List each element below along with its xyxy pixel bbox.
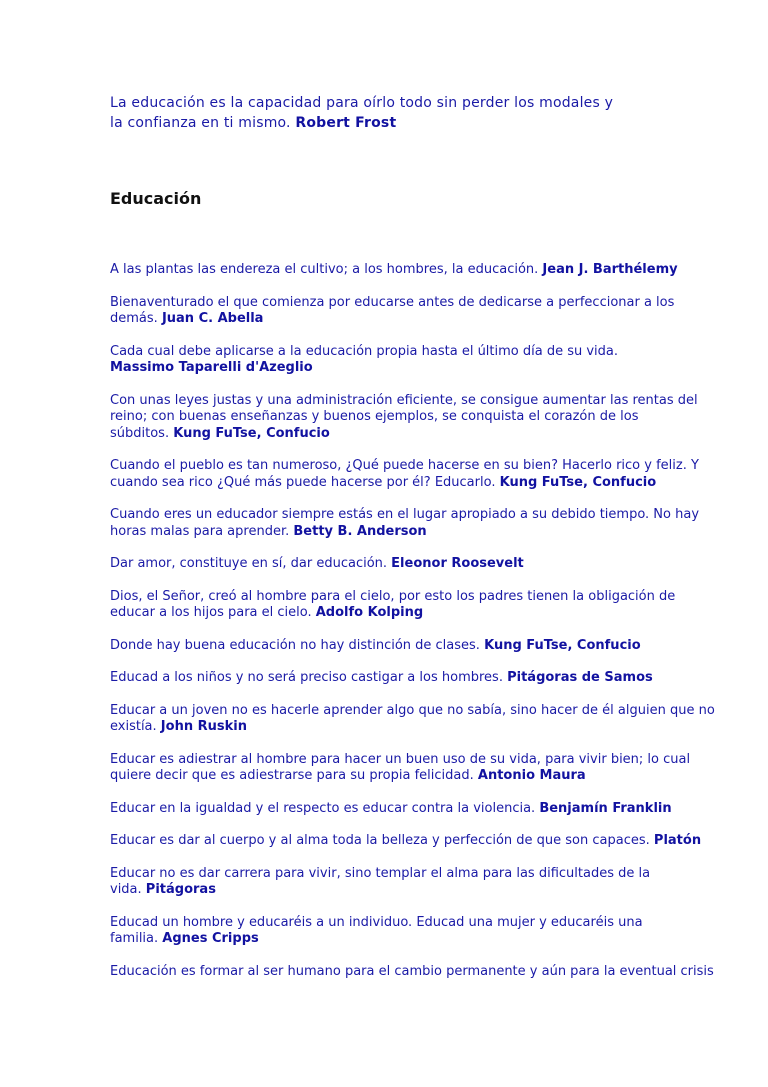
quote-author: Platón [653, 833, 702, 848]
quote-item [110, 833, 718, 850]
quote-author: Massimo Taparelli d'Azeglio [110, 360, 313, 375]
quote-text-line: Educar en la igualdad y el respecto es educar contra la violencia. [110, 800, 536, 816]
intro-author: Robert Frost [295, 115, 397, 131]
quote-text-line: Educar a un joven no es hacerle aprender algo que no sabía, sino hacer de él alguien que no [110, 702, 715, 718]
quote-item [110, 866, 718, 899]
quote-text-line: familia. [110, 931, 159, 946]
quote-text-line: reino; con buenas enseñanzas y buenos ejemplos, se conquista el corazón de los [110, 409, 639, 424]
quote-text-line: Educación es formar al ser humano para el cambio permanente y aún para la eventual crisis [110, 963, 714, 979]
quote-author: Adolfo Kolping [315, 605, 424, 620]
quote-text-line: Educar es adiestrar al hombre para hacer un buen uso de su vida, para vivir bien; lo cual [110, 751, 691, 767]
quote-text-line: demás. [110, 311, 158, 326]
quote-author: Kung FuTse, Confucio [484, 637, 641, 653]
quote-item [110, 915, 718, 948]
quote-item [110, 556, 718, 573]
quote-item [110, 801, 718, 818]
quote-author: Pitágoras [145, 882, 216, 897]
quote-item [110, 589, 718, 622]
quote-item [110, 638, 718, 655]
quote-text-line: Dar amor, constituye en sí, dar educación. [110, 556, 388, 571]
quote-text-line: quiere decir que es adiestrarse para su propia felicidad. [110, 768, 474, 783]
quote-item [110, 703, 718, 736]
quote-text-line: Cuando eres un educador siempre estás en el lugar apropiado a su debido tiempo. No hay [110, 507, 700, 522]
quote-author: Kung FuTse, Confucio [173, 425, 330, 441]
quote-list [110, 262, 718, 996]
section-heading: Educación [110, 189, 202, 208]
quote-text-line: vida. [110, 882, 142, 897]
quote-author: Eleonor Roosevelt [391, 556, 524, 571]
quote-author: Betty B. Anderson [293, 523, 427, 539]
quote-item [110, 458, 718, 491]
intro-line-1: La educación es la capacidad para oírlo todo sin perder los modales y [110, 95, 614, 111]
quote-author: Kung FuTse, Confucio [499, 474, 657, 490]
quote-text-line: Educar es dar al cuerpo y al alma toda la belleza y perfección de que son capaces. [110, 833, 650, 848]
quote-text-line: cuando sea rico ¿Qué más puede hacerse por él? Educarlo. [110, 474, 496, 490]
quote-text-line: Educad a los niños y no será preciso castigar a los hombres. [110, 670, 503, 685]
quote-text-line: educar a los hijos para el cielo. [110, 605, 312, 620]
quote-text-line: Cada cual debe aplicarse a la educación propia hasta el último día de su vida. [110, 343, 619, 359]
quote-text-line: Cuando el pueblo es tan numeroso, ¿Qué puede hacerse en su bien? Hacerlo rico y feliz. Y [110, 458, 699, 473]
quote-item [110, 507, 718, 540]
quote-author: Juan C. Abella [161, 311, 264, 326]
quote-text-line: Bienaventurado el que comienza por educarse antes de dedicarse a perfeccionar a los [110, 294, 675, 310]
intro-line-2: la confianza en ti mismo. [110, 115, 291, 131]
quote-text-line: Dios, el Señor, creó al hombre para el cielo, por esto los padres tienen la obligación de [110, 588, 676, 604]
quote-text-line: Educar no es dar carrera para vivir, sino templar el alma para las dificultades de la [110, 865, 651, 881]
quote-author: John Ruskin [160, 719, 247, 734]
quote-item [110, 964, 718, 981]
quote-author: Antonio Maura [477, 768, 586, 783]
quote-item [110, 295, 718, 328]
quote-item [110, 752, 718, 785]
quote-item [110, 393, 718, 443]
quote-text-line: Donde hay buena educación no hay distinción de clases. [110, 637, 480, 653]
quote-author: Pitágoras de Samos [507, 670, 653, 685]
quote-author: Jean J. Barthélemy [542, 262, 678, 277]
quote-text-line: Educad un hombre y educaréis a un individuo. Educad una mujer y educaréis una [110, 914, 643, 930]
quote-author: Benjamín Franklin [539, 800, 672, 816]
quote-text-line: horas malas para aprender. [110, 523, 290, 539]
quote-text-line: súbditos. [110, 425, 170, 441]
quote-text-line: A las plantas las endereza el cultivo; a los hombres, la educación. [110, 262, 539, 277]
quote-author: Agnes Cripps [162, 931, 259, 946]
quote-item [110, 670, 718, 687]
intro-quote [110, 93, 710, 133]
quote-item [110, 262, 718, 279]
quote-text-line: Con unas leyes justas y una administración eficiente, se consigue aumentar las rentas del [110, 392, 698, 408]
quote-text-line: existía. [110, 719, 157, 734]
quote-item [110, 344, 718, 377]
